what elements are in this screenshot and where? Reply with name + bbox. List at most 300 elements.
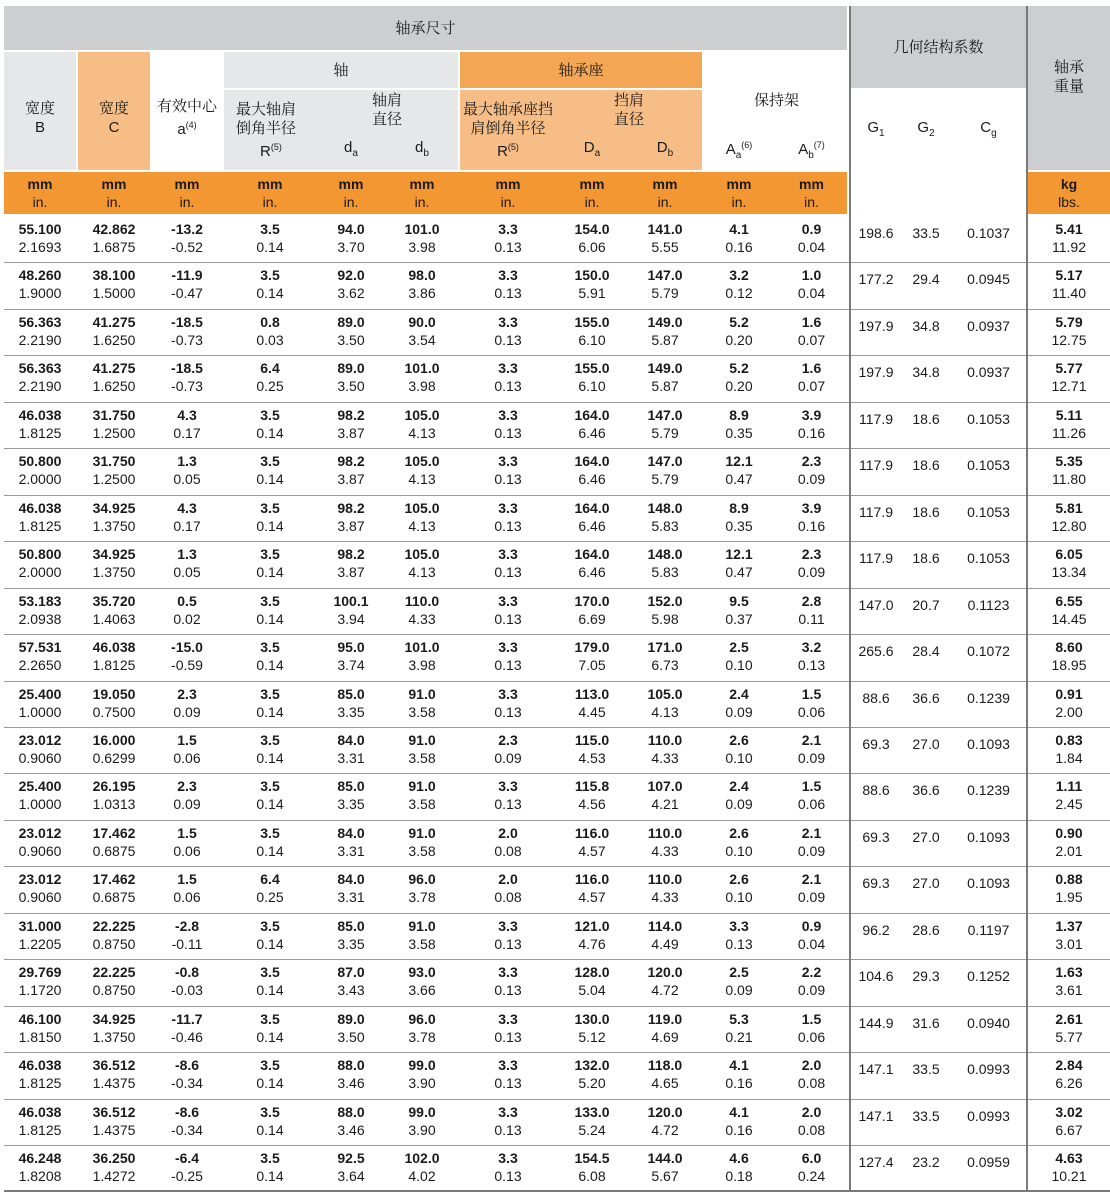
row-divider: [4, 541, 1110, 542]
value-imperial: 1.4375: [92, 1121, 136, 1138]
value-metric: 5.35: [1055, 453, 1083, 470]
value-metric: 2.2: [801, 964, 822, 981]
cell-Cg: 0.1072: [967, 643, 1010, 660]
header-housing-fillet-line1: 最大轴承座挡: [462, 100, 553, 118]
cell-B: [4, 963, 76, 1003]
value-metric: 148.0: [647, 546, 683, 563]
cell-db: [386, 731, 458, 771]
cell-a: [152, 638, 222, 678]
value-metric: 36.512: [92, 1057, 136, 1074]
cell-Ab: [774, 406, 849, 446]
value-metric: 110.0: [647, 824, 683, 841]
value-metric: 23.012: [18, 731, 62, 748]
unit-imperial: in.: [179, 194, 195, 210]
unit-metric: mm: [338, 176, 364, 192]
value-imperial: 0.35: [725, 517, 753, 534]
cell-R: [224, 1149, 316, 1189]
cell-W: [1028, 685, 1110, 725]
header-da-sub: a: [352, 147, 358, 159]
value-metric: 2.1: [801, 731, 822, 748]
cell-da: [316, 359, 386, 399]
value-metric: 85.0: [337, 917, 365, 934]
value-metric: 3.5: [260, 221, 280, 237]
value-metric: 3.5: [260, 406, 280, 423]
value-metric: -2.8: [174, 917, 200, 934]
value-imperial: 4.33: [651, 889, 679, 906]
value-metric: 132.0: [574, 1057, 610, 1074]
units-cell-da: [316, 172, 386, 214]
cell-Aa: [704, 545, 774, 585]
header-Aa-note: (6): [741, 139, 753, 150]
unit-imperial: in.: [414, 194, 430, 210]
value-metric: 3.3: [498, 360, 518, 377]
cell-Cg: 0.1093: [967, 875, 1010, 892]
cell-a: [152, 266, 222, 306]
value-imperial: 6.46: [578, 517, 606, 534]
value-imperial: 0.14: [256, 657, 284, 674]
cell-B: [4, 870, 76, 910]
value-imperial: 0.16: [797, 424, 826, 441]
cell-W: [1028, 824, 1110, 864]
value-metric: 0.9: [801, 917, 822, 934]
value-imperial: 3.31: [337, 842, 365, 859]
value-imperial: 3.58: [408, 935, 436, 952]
value-metric: 3.5: [260, 1057, 280, 1074]
value-imperial: 0.13: [494, 1121, 522, 1138]
cell-G2: 27.0: [912, 875, 940, 892]
cell-G1: 69.3: [862, 875, 890, 892]
value-imperial: 0.16: [725, 239, 753, 255]
value-metric: 42.862: [92, 221, 136, 237]
value-metric: 0.91: [1055, 685, 1083, 702]
value-imperial: 1.3750: [92, 564, 136, 581]
value-imperial: 0.16: [725, 1121, 753, 1138]
cell-a: [152, 731, 222, 771]
value-imperial: 0.09: [797, 889, 826, 906]
value-imperial: 0.13: [494, 982, 522, 999]
value-metric: 1.5: [801, 685, 822, 702]
cell-Da: [556, 313, 628, 353]
value-imperial: 0.13: [494, 1075, 522, 1092]
value-imperial: 0.24: [797, 1168, 826, 1184]
cell-Aa: [704, 592, 774, 632]
header-housing: [460, 52, 702, 88]
value-imperial: 0.8750: [92, 982, 136, 999]
value-metric: 9.5: [729, 592, 749, 609]
value-metric: 115.8: [574, 778, 610, 795]
units-cell-a: [152, 172, 222, 214]
cell-G2: 29.3: [912, 968, 940, 985]
value-metric: 91.0: [408, 731, 436, 748]
value-metric: 1.3: [177, 453, 197, 470]
value-imperial: 12.75: [1051, 331, 1087, 348]
value-imperial: 6.46: [578, 424, 606, 441]
value-metric: 88.0: [337, 1103, 365, 1120]
cell-Da: [556, 359, 628, 399]
cell-G1: 144.9: [858, 1014, 894, 1031]
value-imperial: 5.20: [578, 1075, 606, 1092]
value-metric: 55.100: [18, 221, 62, 237]
cell-R: [224, 545, 316, 585]
cell-Cg: 0.0940: [967, 1014, 1010, 1031]
cell-Cg: 0.1053: [967, 457, 1010, 474]
cell-B: [4, 1056, 76, 1096]
header-effective-center-symbol: a: [177, 121, 186, 138]
cell-Cg: 0.1093: [967, 735, 1010, 752]
value-metric: 1.5: [801, 778, 822, 795]
cell-Ab: [774, 499, 849, 539]
value-imperial: 5.98: [651, 610, 679, 627]
value-metric: 1.6: [801, 360, 822, 377]
cell-B: [4, 220, 76, 260]
value-metric: 3.3: [498, 453, 518, 470]
cell-da: [316, 1149, 386, 1189]
value-imperial: 0.25: [256, 378, 284, 395]
value-metric: 149.0: [647, 360, 683, 377]
cell-R: [224, 963, 316, 1003]
value-metric: 12.1: [725, 546, 753, 563]
value-imperial: 0.14: [256, 471, 284, 488]
unit-imperial: in.: [32, 194, 48, 210]
value-imperial: 6.73: [651, 657, 679, 674]
cell-a: [152, 1010, 222, 1050]
value-imperial: 0.8750: [92, 935, 136, 952]
value-metric: 105.0: [404, 546, 440, 563]
value-imperial: 4.57: [578, 842, 606, 859]
value-metric: 48.260: [18, 267, 62, 284]
value-imperial: 3.87: [337, 517, 365, 534]
cell-a: [152, 870, 222, 910]
unit-metric: mm: [101, 176, 127, 192]
value-metric: 85.0: [337, 685, 365, 702]
value-metric: 1.0: [801, 267, 822, 284]
value-imperial: 6.67: [1055, 1121, 1083, 1138]
cell-Rh: [460, 870, 556, 910]
value-imperial: -0.34: [171, 1121, 203, 1138]
value-metric: 3.3: [498, 1103, 518, 1120]
header-Db-sub: b: [667, 147, 674, 159]
value-metric: 46.248: [18, 1150, 62, 1166]
cell-C: [78, 1056, 150, 1096]
value-imperial: 0.13: [494, 239, 522, 255]
cell-db: [386, 917, 458, 957]
value-imperial: 1.0000: [18, 703, 62, 720]
value-imperial: 0.14: [256, 517, 284, 534]
header-weight-line1: 轴承: [1053, 59, 1084, 76]
cell-Db: [628, 1149, 702, 1189]
units-cell-Ab: [774, 172, 849, 214]
header-Db-symbol: D: [656, 138, 668, 156]
value-imperial: 11.26: [1052, 424, 1086, 441]
cell-Da: [556, 963, 628, 1003]
value-imperial: 3.50: [337, 331, 365, 348]
cell-Rh: [460, 359, 556, 399]
cell-B: [4, 545, 76, 585]
value-metric: 2.0: [498, 871, 518, 888]
cell-Aa: [704, 870, 774, 910]
cell-Aa: [704, 1103, 774, 1143]
value-metric: 41.275: [92, 313, 136, 330]
cell-Db: [628, 220, 702, 260]
cell-a: [152, 1056, 222, 1096]
cell-Ab: [774, 1056, 849, 1096]
cell-Ab: [774, 220, 849, 260]
unit-metric: mm: [579, 176, 605, 192]
cell-C: [78, 1149, 150, 1189]
cell-C: [78, 731, 150, 771]
value-metric: 99.0: [408, 1103, 436, 1120]
value-imperial: 1.95: [1055, 889, 1083, 906]
cell-G2: 33.5: [912, 225, 940, 241]
cell-a: [152, 824, 222, 864]
value-metric: -8.6: [174, 1057, 200, 1074]
value-metric: 102.0: [404, 1150, 440, 1166]
cell-Rh: [460, 1149, 556, 1189]
header-Da: [556, 130, 628, 170]
cell-da: [316, 963, 386, 1003]
cell-R: [224, 592, 316, 632]
value-metric: 148.0: [647, 499, 683, 516]
value-metric: -18.5: [171, 313, 203, 330]
value-imperial: 0.14: [256, 703, 284, 720]
value-imperial: 0.09: [173, 796, 201, 813]
cell-C: [78, 220, 150, 260]
cell-R: [224, 1010, 316, 1050]
cell-Db: [628, 266, 702, 306]
header-db-sub: b: [423, 147, 429, 159]
value-imperial: 6.46: [578, 471, 606, 488]
value-metric: 105.0: [404, 499, 440, 516]
value-imperial: 0.14: [256, 935, 284, 952]
value-metric: 5.17: [1055, 267, 1083, 284]
value-metric: 91.0: [408, 917, 436, 934]
value-imperial: 0.09: [797, 471, 826, 488]
value-imperial: -0.52: [171, 239, 203, 255]
value-imperial: 4.33: [651, 749, 679, 766]
value-metric: 3.3: [498, 406, 518, 423]
value-imperial: 0.13: [494, 703, 522, 720]
value-metric: 179.0: [574, 639, 610, 656]
value-imperial: 0.09: [797, 749, 826, 766]
value-metric: 130.0: [574, 1010, 610, 1027]
header-effective-center-label: 有效中心: [156, 98, 217, 115]
value-imperial: 3.58: [408, 796, 436, 813]
cell-a: [152, 1103, 222, 1143]
value-imperial: 3.98: [408, 378, 436, 395]
value-imperial: 0.13: [494, 657, 522, 674]
cell-G2: 18.6: [912, 503, 940, 520]
value-metric: 101.0: [404, 639, 440, 656]
unit-metric: mm: [257, 176, 283, 192]
value-metric: 147.0: [647, 267, 683, 284]
value-metric: 3.5: [260, 778, 280, 795]
cell-Ab: [774, 313, 849, 353]
cell-B: [4, 685, 76, 725]
header-geometry-factors-label: 几何结构系数: [893, 38, 984, 56]
cell-db: [386, 452, 458, 492]
value-imperial: 1.2500: [92, 424, 136, 441]
value-imperial: 0.07: [797, 331, 826, 348]
value-imperial: 4.69: [651, 1028, 679, 1045]
cell-Db: [628, 917, 702, 957]
units-cell-R: [224, 172, 316, 214]
value-imperial: 0.09: [797, 982, 826, 999]
value-imperial: 1.6875: [92, 239, 136, 255]
value-imperial: 1.2500: [92, 471, 136, 488]
cell-G1: 198.6: [858, 225, 894, 241]
cell-Rh: [460, 685, 556, 725]
value-metric: 92.5: [337, 1150, 365, 1166]
value-metric: 50.800: [18, 546, 62, 563]
value-metric: 171.0: [647, 639, 683, 656]
cell-G2: 34.8: [912, 317, 940, 334]
cell-W: [1028, 545, 1110, 585]
cell-G1: 147.1: [858, 1107, 894, 1124]
value-metric: 128.0: [574, 964, 610, 981]
value-metric: 3.9: [801, 499, 822, 516]
cell-C: [78, 359, 150, 399]
cell-db: [386, 685, 458, 725]
unit-imperial: in.: [657, 194, 673, 210]
value-imperial: 0.04: [797, 239, 826, 255]
value-metric: 19.050: [92, 685, 136, 702]
value-metric: -11.9: [171, 267, 203, 284]
cell-db: [386, 963, 458, 1003]
value-metric: 1.5: [801, 1010, 822, 1027]
column-group-divider: [1026, 6, 1028, 1192]
value-imperial: 0.12: [725, 285, 753, 302]
header-width-b-symbol: B: [34, 119, 45, 136]
cell-Db: [628, 638, 702, 678]
value-metric: 89.0: [337, 313, 365, 330]
value-imperial: 0.14: [256, 1028, 284, 1045]
cell-da: [316, 917, 386, 957]
value-imperial: 2.2650: [18, 657, 62, 674]
value-imperial: -0.03: [171, 982, 203, 999]
units-cell-C: [78, 172, 150, 214]
cell-B: [4, 1149, 76, 1189]
value-metric: 36.250: [92, 1150, 136, 1166]
value-metric: 2.6: [729, 731, 749, 748]
value-metric: 3.5: [260, 685, 280, 702]
cell-Ab: [774, 917, 849, 957]
cell-Rh: [460, 917, 556, 957]
value-imperial: 13.34: [1051, 564, 1087, 581]
value-metric: 31.750: [92, 406, 136, 423]
value-metric: 116.0: [574, 824, 610, 841]
row-divider: [4, 355, 1110, 356]
cell-C: [78, 824, 150, 864]
value-imperial: 6.26: [1055, 1075, 1083, 1092]
value-metric: 110.0: [404, 592, 440, 609]
value-metric: 1.63: [1055, 964, 1083, 981]
value-imperial: 7.05: [578, 657, 606, 674]
value-metric: 4.1: [729, 221, 749, 237]
cell-G2: 18.6: [912, 410, 940, 427]
cell-Da: [556, 870, 628, 910]
value-imperial: 0.37: [725, 610, 753, 627]
value-metric: 8.9: [729, 406, 749, 423]
cell-Aa: [704, 638, 774, 678]
cell-a: [152, 545, 222, 585]
value-imperial: 3.35: [337, 703, 365, 720]
value-imperial: -0.25: [171, 1168, 203, 1184]
value-metric: 34.925: [92, 1010, 136, 1027]
value-metric: -18.5: [171, 360, 203, 377]
cell-Ab: [774, 638, 849, 678]
cell-Ab: [774, 592, 849, 632]
cell-Cg: 0.0993: [967, 1107, 1010, 1124]
value-metric: 155.0: [574, 313, 610, 330]
header-Aa-sub: a: [735, 149, 742, 161]
value-imperial: 0.13: [494, 1028, 522, 1045]
cell-G1: 88.6: [862, 689, 890, 706]
value-metric: 118.0: [647, 1057, 683, 1074]
cell-C: [78, 963, 150, 1003]
cell-Cg: 0.1053: [967, 410, 1010, 427]
table-bottom-line: [4, 1190, 1110, 1192]
cell-Rh: [460, 638, 556, 678]
cell-db: [386, 1149, 458, 1189]
value-metric: 5.11: [1055, 406, 1083, 423]
value-metric: 0.88: [1055, 871, 1083, 888]
header-width-c-symbol: C: [108, 119, 120, 136]
cell-db: [386, 1103, 458, 1143]
header-Aa: [704, 130, 774, 170]
cell-B: [4, 638, 76, 678]
value-metric: 3.3: [498, 1150, 518, 1166]
value-metric: 2.6: [729, 824, 749, 841]
cell-W: [1028, 1103, 1110, 1143]
value-imperial: 3.35: [337, 935, 365, 952]
value-metric: 96.0: [408, 1010, 436, 1027]
value-imperial: 5.12: [578, 1028, 606, 1045]
value-metric: 2.0: [801, 1057, 822, 1074]
cell-Db: [628, 731, 702, 771]
cell-Aa: [704, 963, 774, 1003]
cell-Da: [556, 685, 628, 725]
value-metric: 3.5: [260, 1150, 280, 1166]
cell-Aa: [704, 917, 774, 957]
value-metric: 3.5: [260, 592, 280, 609]
value-imperial: 0.13: [725, 935, 753, 952]
header-Da-sub: a: [594, 147, 601, 159]
cell-Da: [556, 1010, 628, 1050]
cell-da: [316, 313, 386, 353]
value-imperial: 0.08: [494, 842, 522, 859]
cell-Ab: [774, 870, 849, 910]
cell-W: [1028, 220, 1110, 260]
header-Ab-sub: b: [808, 149, 814, 161]
value-imperial: 3.87: [337, 471, 365, 488]
value-imperial: 3.50: [337, 1028, 365, 1045]
value-imperial: 4.21: [651, 796, 679, 813]
value-imperial: 0.16: [725, 1075, 753, 1092]
value-imperial: 5.83: [651, 517, 679, 534]
value-metric: 3.5: [260, 453, 280, 470]
value-imperial: 5.79: [651, 424, 679, 441]
header-Ab: [774, 130, 849, 170]
cell-G2: 28.6: [912, 921, 940, 938]
value-imperial: 2.00: [1055, 703, 1083, 720]
cell-W: [1028, 638, 1110, 678]
value-metric: 17.462: [92, 871, 136, 888]
value-imperial: 0.13: [494, 424, 522, 441]
cell-W: [1028, 963, 1110, 1003]
value-metric: 115.0: [574, 731, 610, 748]
cell-Da: [556, 592, 628, 632]
unit-imperial: in.: [262, 194, 278, 210]
